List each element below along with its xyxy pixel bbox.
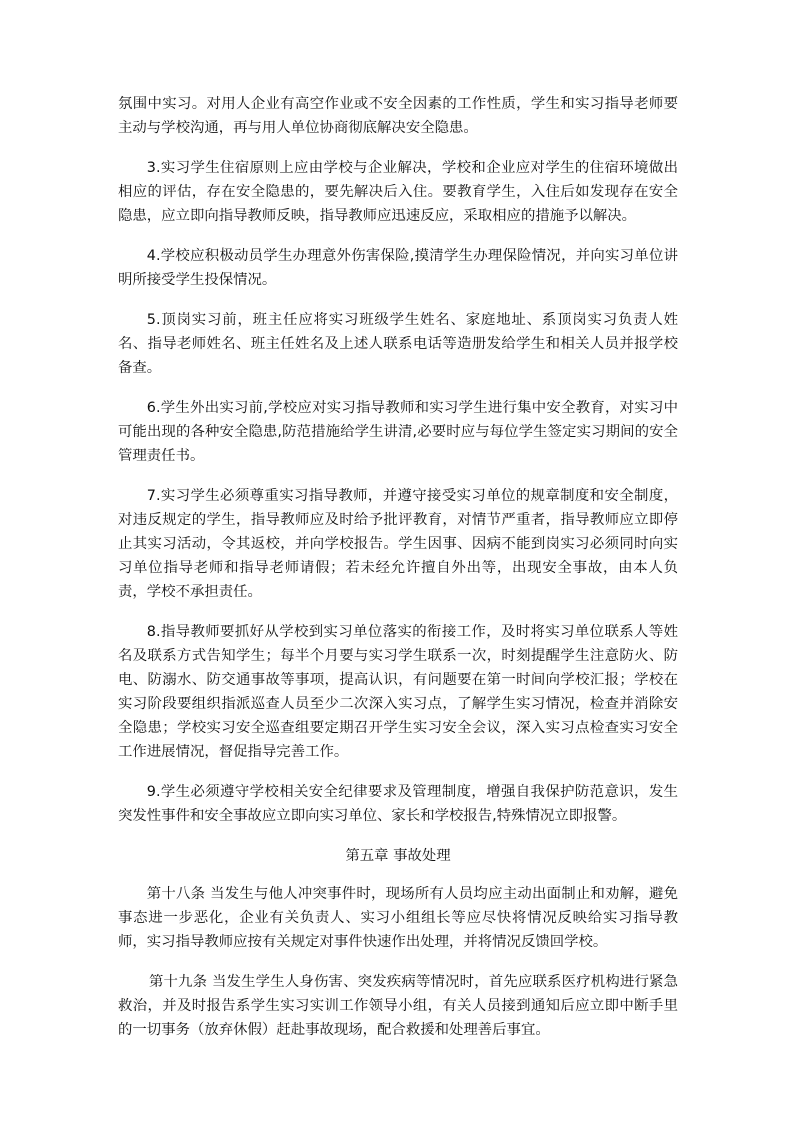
article-18: 第十八条 当发生与他人冲突事件时，现场所有人员均应主动出面制止和劝解，避免事态进一步恶化，企业有关负责人、实习小组组长等应尽快将情况反映给实习指导教师，实习指导教师应按有关规定对事件快速作出处理，并将情况反馈回学校。: [118, 886, 678, 950]
paragraph-continuation: 氛围中实习。对用人企业有高空作业或不安全因素的工作性质，学生和实习指导老师要主动与学校沟通，再与用人单位协商彻底解决安全隐患。: [118, 96, 678, 136]
document-page: [118, 92, 678, 1058]
paragraph-item-3: 3.实习学生住宿原则上应由学校与企业解决，学校和企业应对学生的住宿环境做出相应的评估，存在安全隐患的，要先解决后入住。要教育学生，入住后如发现存在安全隐患，应立即向指导教师反映，指导教师应迅速反应，采取相应的措施予以解决。: [118, 160, 678, 224]
paragraph-item-5: 5.顶岗实习前，班主任应将实习班级学生姓名、家庭地址、系顶岗实习负责人姓名、指导老师姓名、班主任姓名及上述人联系电话等造册发给学生和相关人员并报学校备查。: [118, 312, 678, 376]
paragraph-item-9: 9.学生必须遵守学校相关安全纪律要求及管理制度，增强自我保护防范意识，发生突发性事件和安全事故应立即向实习单位、家长和学校报告,特殊情况立即报警。: [118, 784, 678, 824]
paragraph-item-7: 7.实习学生必须尊重实习指导教师，并遵守接受实习单位的规章制度和安全制度，对违反规定的学生，指导教师应及时给予批评教育，对情节严重者，指导教师应立即停止其实习活动，令其返校，并向学校报告。学生因事、因病不能到岗实习必须同时向实习单位指导老师和指导老师请假；若未经允许擅自外出等，出现安全事故，由本人负责，学校不承担责任。: [118, 488, 678, 600]
paragraph-item-4: 4.学校应积极动员学生办理意外伤害保险,摸清学生办理保险情况，并向实习单位讲明所接受学生投保情况。: [118, 248, 678, 288]
paragraph-item-8: 8.指导教师要抓好从学校到实习单位落实的衔接工作，及时将实习单位联系人等姓名及联系方式告知学生；每半个月要与实习学生联系一次，时刻提醒学生注意防火、防电、防溺水、防交通事故等事项，提高认识，有问题要在第一时间向学校汇报；学校在实习阶段要组织指派巡查人员至少二次深入实习点，了解学生实习情况，检查并消除安全隐患；学校实习安全巡查组要定期召开学生实习安全会议，深入实习点检查实习安全工作进展情况，督促指导完善工作。: [118, 624, 678, 760]
paragraph-item-6: 6.学生外出实习前,学校应对实习指导教师和实习学生进行集中安全教育，对实习中可能出现的各种安全隐患,防范措施给学生讲清,必要时应与每位学生签定实习期间的安全管理责任书。: [118, 400, 678, 464]
chapter-heading: 第五章 事故处理: [345, 848, 451, 864]
article-19: 第十九条 当发生学生人身伤害、突发疾病等情况时，首先应联系医疗机构进行紧急救治，并及时报告系学生实习实训工作领导小组，有关人员接到通知后应立即中断手里的一切事务（放弃休假）赶赴事故现场，配合救援和处理善后事宜。: [118, 974, 678, 1038]
